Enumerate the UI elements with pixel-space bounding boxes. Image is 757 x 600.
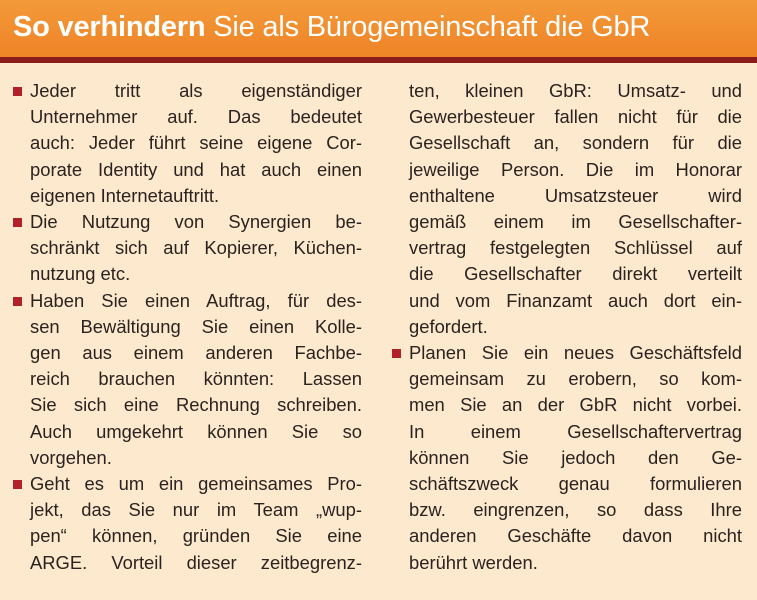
text-line: Unternehmer auf. Das bedeutet xyxy=(30,106,362,128)
text-line: Gesellschaft an, sondern für die xyxy=(409,132,742,154)
text-line: In einem Gesellschaftervertrag xyxy=(409,420,742,442)
bullet-item xyxy=(12,471,362,576)
left-column xyxy=(12,78,362,576)
text-line: nutzung etc. xyxy=(30,263,131,285)
text-line: enthaltene Umsatzsteuer wird xyxy=(409,184,742,206)
bullet-item xyxy=(12,78,362,209)
text-line: ARGE. Vorteil dieser zeitbegrenz- xyxy=(30,551,362,573)
text-line: vorgehen. xyxy=(30,446,112,468)
title-bold-part: So verhindern xyxy=(13,11,206,43)
text-line: bzw. eingrenzen, so dass Ihre xyxy=(409,499,742,521)
text-line: gemäß einem im Gesellschafter- xyxy=(409,211,742,233)
text-line: anderen Geschäfte davon nicht xyxy=(409,525,742,547)
text-line: Auch umgekehrt können Sie so xyxy=(30,420,362,442)
bullet-item xyxy=(12,209,362,288)
box-title xyxy=(13,10,650,44)
text-line: Jeder tritt als eigenständiger xyxy=(30,80,362,101)
text-line: sen Bewältigung Sie einen Kolle- xyxy=(30,315,362,337)
text-line: Planen Sie ein neues Geschäftsfeld xyxy=(409,342,742,364)
text-line: schäftszweck genau formulieren xyxy=(409,473,742,495)
bullet-item xyxy=(12,288,362,471)
text-line: Die Nutzung von Synergien be- xyxy=(30,211,362,233)
text-line: und vom Finanzamt auch dort ein- xyxy=(409,289,742,311)
text-line: können Sie jedoch den Ge- xyxy=(409,446,742,468)
text-line: gen aus einem anderen Fachbe- xyxy=(30,342,362,364)
title-rest-part: Sie als Bürogemeinschaft die GbR xyxy=(205,11,651,43)
text-line: pen“ können, gründen Sie eine xyxy=(30,525,362,547)
text-line: auch: Jeder führt seine eigene Cor- xyxy=(30,132,362,154)
box-header xyxy=(0,0,757,63)
text-line: gefordert. xyxy=(409,315,488,337)
text-line: berührt werden. xyxy=(409,551,538,573)
text-line: Sie sich eine Rechnung schreiben. xyxy=(30,394,362,416)
text-line: Gewerbesteuer fallen nicht für die xyxy=(409,106,742,128)
right-column xyxy=(391,78,742,576)
bullet-continuation xyxy=(391,78,742,340)
text-line: jeweilige Person. Die im Honorar xyxy=(409,158,742,180)
text-line: porate Identity und hat auch einen xyxy=(30,158,362,180)
text-line: reich brauchen könnten: Lassen xyxy=(30,368,362,390)
text-line: vertrag festgelegten Schlüssel auf xyxy=(409,237,742,259)
text-line: Haben Sie einen Auftrag, für des- xyxy=(30,289,362,311)
text-line: gemeinsam zu erobern, so kom- xyxy=(409,368,742,390)
text-line: men Sie an der GbR nicht vorbei. xyxy=(409,394,742,416)
text-line: schränkt sich auf Kopierer, Küchen- xyxy=(30,237,362,259)
text-line: eigenen Internetauftritt. xyxy=(30,184,220,206)
bullet-item xyxy=(391,340,742,576)
text-line: Geht es um ein gemeinsames Pro- xyxy=(30,473,362,495)
text-line: die Gesellschafter direkt verteilt xyxy=(409,263,742,285)
text-line: ten, kleinen GbR: Umsatz- und xyxy=(409,80,742,101)
text-line: jekt, das Sie nur im Team „wup- xyxy=(30,499,362,521)
